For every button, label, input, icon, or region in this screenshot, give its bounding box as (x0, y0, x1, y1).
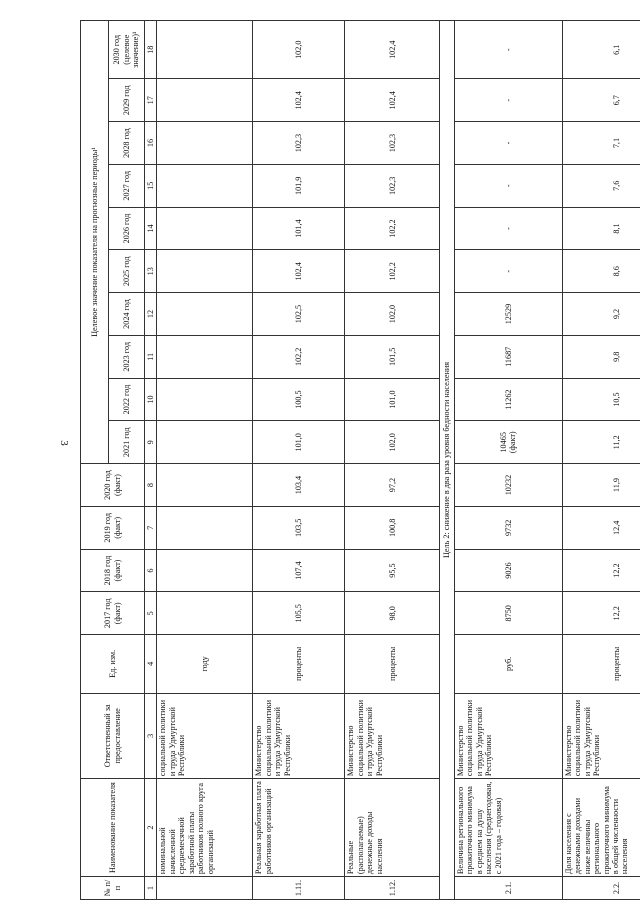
value-cell: - (454, 207, 562, 250)
rotated-table-page (80, 20, 630, 900)
value-cell: 6,7 (562, 79, 640, 122)
column-number: 4 (145, 635, 157, 693)
header-2023: 2023 год (109, 335, 145, 378)
column-number: 10 (145, 378, 157, 421)
row-number: 1.11. (253, 877, 345, 900)
responsible-body: Министерство социальной политики и труда Удмуртской Республики (562, 693, 640, 779)
unit: году (157, 635, 253, 693)
indicator-name: Величина регионального прожиточного минимума в среднем на душу населения (среднегодовая, с 2021 года – годовая) (454, 779, 562, 877)
header-2025: 2025 год (109, 250, 145, 293)
responsible-body: социальной политики и труда Удмуртской Республики (157, 693, 253, 779)
value-cell: 102,4 (345, 21, 440, 79)
header-2020: 2020 год (факт) (81, 464, 145, 507)
table-row (454, 21, 562, 900)
table-row (253, 21, 345, 900)
value-cell: 12,2 (562, 549, 640, 592)
value-cell (157, 592, 253, 635)
row-number: 2.2. (562, 877, 640, 900)
value-cell: 103,4 (253, 464, 345, 507)
value-cell: 102,4 (253, 250, 345, 293)
column-number-row (145, 21, 157, 900)
indicator-name: Доля населения с денежными доходами ниже величины регионального прожиточного минимума в общей численности населения (562, 779, 640, 877)
column-number: 17 (145, 79, 157, 122)
header-2026: 2026 год (109, 207, 145, 250)
value-cell (157, 122, 253, 165)
value-cell: 103,5 (253, 506, 345, 549)
value-cell (157, 464, 253, 507)
value-cell: 102,3 (345, 122, 440, 165)
column-number: 7 (145, 506, 157, 549)
value-cell: 102,4 (253, 79, 345, 122)
header-name: Наименование показателя (81, 779, 145, 877)
indicator-table (80, 20, 640, 900)
value-cell (157, 421, 253, 464)
indicator-name: номинальной начисленной среднемесячной заработной платы работников полного круга организаций (157, 779, 253, 877)
value-cell (157, 506, 253, 549)
value-cell: 98,0 (345, 592, 440, 635)
value-cell: 9026 (454, 549, 562, 592)
value-cell (157, 335, 253, 378)
section2-rows (454, 21, 640, 900)
header-target-group: Целевое значение показателя на прогнозные периоды¹ (81, 21, 109, 464)
value-cell: 10465 (факт) (454, 421, 562, 464)
row-number: 2.1. (454, 877, 562, 900)
value-cell: 102,2 (345, 207, 440, 250)
value-cell (157, 164, 253, 207)
value-cell: 102,2 (345, 250, 440, 293)
column-number: 1 (145, 877, 157, 900)
table-row (562, 21, 640, 900)
column-number: 2 (145, 779, 157, 877)
value-cell: 10,5 (562, 378, 640, 421)
value-cell: 102,5 (253, 293, 345, 336)
indicator-name: Реальные (располагаемые) денежные доходы населения (345, 779, 440, 877)
value-cell: - (454, 21, 562, 79)
column-number: 15 (145, 164, 157, 207)
value-cell: 101,9 (253, 164, 345, 207)
value-cell: 11262 (454, 378, 562, 421)
value-cell (157, 207, 253, 250)
row-number: 1.12. (345, 877, 440, 900)
value-cell: 102,3 (345, 164, 440, 207)
row-number (157, 877, 253, 900)
value-cell: 9732 (454, 506, 562, 549)
header-unit: Ед. изм. (81, 635, 145, 693)
value-cell: 107,4 (253, 549, 345, 592)
header-2021: 2021 год (109, 421, 145, 464)
column-number: 6 (145, 549, 157, 592)
table-row (157, 21, 253, 900)
value-cell (157, 21, 253, 79)
value-cell: 102,0 (253, 21, 345, 79)
value-cell: - (454, 79, 562, 122)
value-cell: 11,2 (562, 421, 640, 464)
header-2017: 2017 год (факт) (81, 592, 145, 635)
value-cell (157, 79, 253, 122)
value-cell: 101,0 (253, 421, 345, 464)
value-cell: 101,0 (345, 378, 440, 421)
value-cell: 11687 (454, 335, 562, 378)
value-cell: 12,2 (562, 592, 640, 635)
value-cell: - (454, 122, 562, 165)
value-cell: 7,1 (562, 122, 640, 165)
header-2022: 2022 год (109, 378, 145, 421)
value-cell: 9,8 (562, 335, 640, 378)
column-number: 9 (145, 421, 157, 464)
value-cell: 10232 (454, 464, 562, 507)
page-number: 3 (58, 440, 70, 446)
header-2019: 2019 год (факт) (81, 506, 145, 549)
goal-2-heading: Цель 2: снижение в два раза уровня бедности населения (440, 21, 454, 900)
header-responsible: Ответственный за предоставление (81, 693, 145, 779)
header-2027: 2027 год (109, 164, 145, 207)
value-cell: 100,5 (253, 378, 345, 421)
table-row (345, 21, 440, 900)
value-cell (157, 378, 253, 421)
responsible-body: Министерство социальной политики и труда Удмуртской Республики (345, 693, 440, 779)
value-cell: 97,2 (345, 464, 440, 507)
column-number: 12 (145, 293, 157, 336)
value-cell: 8,1 (562, 207, 640, 250)
value-cell: 102,4 (345, 79, 440, 122)
value-cell: 102,3 (253, 122, 345, 165)
value-cell: 7,6 (562, 164, 640, 207)
unit: проценты (562, 635, 640, 693)
value-cell: 101,5 (345, 335, 440, 378)
column-number: 14 (145, 207, 157, 250)
value-cell: 6,1 (562, 21, 640, 79)
value-cell: 100,8 (345, 506, 440, 549)
value-cell: 102,0 (345, 421, 440, 464)
column-number: 3 (145, 693, 157, 779)
column-number: 8 (145, 464, 157, 507)
value-cell: - (454, 250, 562, 293)
responsible-body: Министерство социальной политики и труда Удмуртской Республики (454, 693, 562, 779)
header-2024: 2024 год (109, 293, 145, 336)
column-number: 13 (145, 250, 157, 293)
column-number: 5 (145, 592, 157, 635)
column-number: 11 (145, 335, 157, 378)
value-cell: - (454, 164, 562, 207)
unit: проценты (253, 635, 345, 693)
column-number: 18 (145, 21, 157, 79)
value-cell: 101,4 (253, 207, 345, 250)
header-no: № п/п (81, 877, 145, 900)
unit: руб. (454, 635, 562, 693)
value-cell: 8,6 (562, 250, 640, 293)
header-2018: 2018 год (факт) (81, 549, 145, 592)
unit: проценты (345, 635, 440, 693)
value-cell: 102,2 (253, 335, 345, 378)
value-cell: 9,2 (562, 293, 640, 336)
responsible-body: Министерство социальной политики и труда Удмуртской Республики (253, 693, 345, 779)
header-2030: 2030 год (целевое значение)¹ (109, 21, 145, 79)
value-cell: 8750 (454, 592, 562, 635)
value-cell: 95,5 (345, 549, 440, 592)
value-cell (157, 250, 253, 293)
value-cell: 12,4 (562, 506, 640, 549)
indicator-name: Реальная заработная плата работников организаций (253, 779, 345, 877)
column-number: 16 (145, 122, 157, 165)
section1-rows (157, 21, 440, 900)
value-cell (157, 293, 253, 336)
value-cell (157, 549, 253, 592)
value-cell: 102,0 (345, 293, 440, 336)
header-2028: 2028 год (109, 122, 145, 165)
value-cell: 12529 (454, 293, 562, 336)
header-2029: 2029 год (109, 79, 145, 122)
value-cell: 11,9 (562, 464, 640, 507)
value-cell: 105,5 (253, 592, 345, 635)
